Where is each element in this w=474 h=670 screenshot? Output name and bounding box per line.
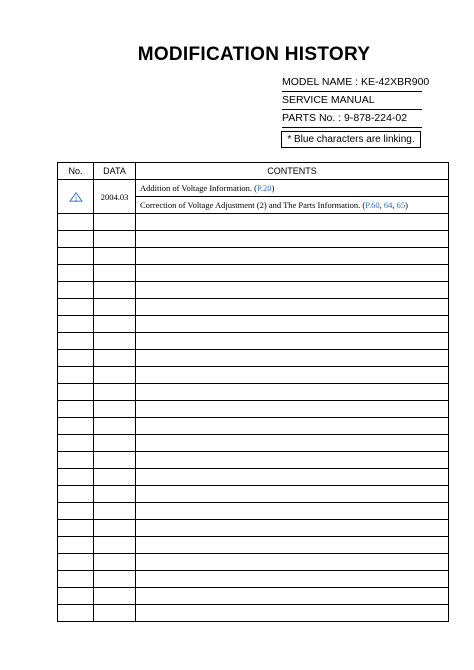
empty-table-row (58, 503, 449, 520)
empty-cell (58, 350, 94, 367)
empty-cell (136, 503, 449, 520)
empty-cell (58, 282, 94, 299)
empty-table-row (58, 282, 449, 299)
line-2-sep: , (379, 200, 384, 210)
empty-cell (94, 231, 136, 248)
header-data: DATA (94, 163, 136, 180)
empty-cell (136, 571, 449, 588)
empty-cell (136, 265, 449, 282)
empty-table-row (58, 350, 449, 367)
empty-cell (94, 316, 136, 333)
empty-cell (58, 503, 94, 520)
empty-cell (58, 588, 94, 605)
svg-text:1: 1 (73, 196, 78, 202)
empty-table-row (58, 452, 449, 469)
service-manual-label: SERVICE MANUAL (282, 91, 422, 110)
empty-cell (136, 435, 449, 452)
empty-cell (136, 520, 449, 537)
empty-cell (94, 588, 136, 605)
line-2-end: ) (405, 200, 408, 210)
empty-cell (136, 384, 449, 401)
link-note-box: * Blue characters are linking. (281, 131, 421, 148)
header-no: No. (58, 163, 94, 180)
empty-cell (58, 401, 94, 418)
empty-cell (136, 605, 449, 622)
empty-cell (136, 299, 449, 316)
empty-cell (94, 299, 136, 316)
empty-cell (58, 418, 94, 435)
empty-cell (58, 537, 94, 554)
line-2-sep: , (392, 200, 397, 210)
empty-table-row (58, 316, 449, 333)
empty-cell (58, 333, 94, 350)
link-p60[interactable]: P.60 (365, 200, 380, 210)
empty-cell (94, 333, 136, 350)
parts-number: PARTS No. : 9-878-224-02 (282, 109, 422, 128)
empty-cell (94, 418, 136, 435)
revision-mark-cell (58, 180, 94, 214)
empty-cell (136, 537, 449, 554)
link-p64[interactable]: 64 (383, 200, 393, 210)
empty-table-row (58, 520, 449, 537)
empty-cell (94, 384, 136, 401)
empty-cell (58, 367, 94, 384)
empty-cell (94, 554, 136, 571)
empty-cell (94, 605, 136, 622)
modification-table (57, 162, 449, 616)
empty-cell (94, 571, 136, 588)
line-2-text: Correction of Voltage Adjustment (2) and The Parts Information. ( (140, 200, 366, 210)
empty-cell (136, 333, 449, 350)
empty-cell (136, 588, 449, 605)
empty-cell (136, 231, 449, 248)
empty-cell (136, 554, 449, 571)
empty-table-row (58, 486, 449, 503)
empty-cell (94, 469, 136, 486)
line-1-text: Addition of Voltage Information. ( (140, 183, 258, 193)
empty-table-row (58, 537, 449, 554)
empty-table-row (58, 384, 449, 401)
empty-cell (94, 265, 136, 282)
empty-cell (58, 214, 94, 231)
empty-table-row (58, 214, 449, 231)
empty-table-row (58, 435, 449, 452)
empty-cell (58, 571, 94, 588)
empty-cell (94, 520, 136, 537)
empty-cell (58, 554, 94, 571)
empty-table-row (58, 554, 449, 571)
empty-table-row (58, 418, 449, 435)
header-contents: CONTENTS (136, 163, 449, 180)
link-p20[interactable]: P.20 (257, 183, 272, 193)
line-1-end: ) (271, 183, 275, 193)
entry-date: 2004.03 (94, 180, 136, 214)
empty-cell (58, 452, 94, 469)
empty-table-row (58, 588, 449, 605)
empty-cell (58, 299, 94, 316)
empty-cell (58, 435, 94, 452)
empty-cell (136, 367, 449, 384)
empty-table-row (58, 265, 449, 282)
empty-table-row (58, 248, 449, 265)
empty-cell (94, 367, 136, 384)
empty-cell (94, 401, 136, 418)
empty-cell (94, 248, 136, 265)
empty-cell (94, 537, 136, 554)
entry-line-1 (136, 180, 449, 197)
empty-table-row (58, 231, 449, 248)
empty-cell (58, 316, 94, 333)
empty-cell (94, 282, 136, 299)
empty-cell (136, 316, 449, 333)
empty-cell (136, 350, 449, 367)
model-name: MODEL NAME : KE-42XBR900 (282, 73, 422, 92)
empty-cell (136, 418, 449, 435)
empty-table-row (58, 469, 449, 486)
empty-table-row (58, 571, 449, 588)
empty-table-row (58, 333, 449, 350)
table-header-row (58, 163, 449, 180)
empty-table-row (58, 299, 449, 316)
empty-cell (136, 214, 449, 231)
link-p65[interactable]: 65 (396, 200, 406, 210)
empty-cell (136, 486, 449, 503)
warning-triangle-icon (69, 192, 83, 202)
table-row (58, 180, 449, 197)
empty-cell (94, 435, 136, 452)
empty-cell (136, 401, 449, 418)
empty-cell (58, 469, 94, 486)
empty-cell (58, 520, 94, 537)
page-title: MODIFICATION HISTORY (137, 44, 371, 65)
empty-table-row (58, 401, 449, 418)
entry-line-2 (136, 197, 449, 214)
empty-cell (94, 350, 136, 367)
empty-cell (136, 248, 449, 265)
empty-cell (58, 486, 94, 503)
empty-cell (136, 469, 449, 486)
empty-cell (58, 384, 94, 401)
empty-cell (58, 231, 94, 248)
empty-cell (94, 486, 136, 503)
empty-cell (94, 214, 136, 231)
empty-cell (58, 605, 94, 622)
empty-cell (94, 452, 136, 469)
empty-cell (94, 503, 136, 520)
empty-cell (136, 452, 449, 469)
empty-cell (136, 282, 449, 299)
empty-table-row (58, 367, 449, 384)
empty-cell (58, 265, 94, 282)
empty-cell (58, 248, 94, 265)
empty-table-row (58, 605, 449, 622)
